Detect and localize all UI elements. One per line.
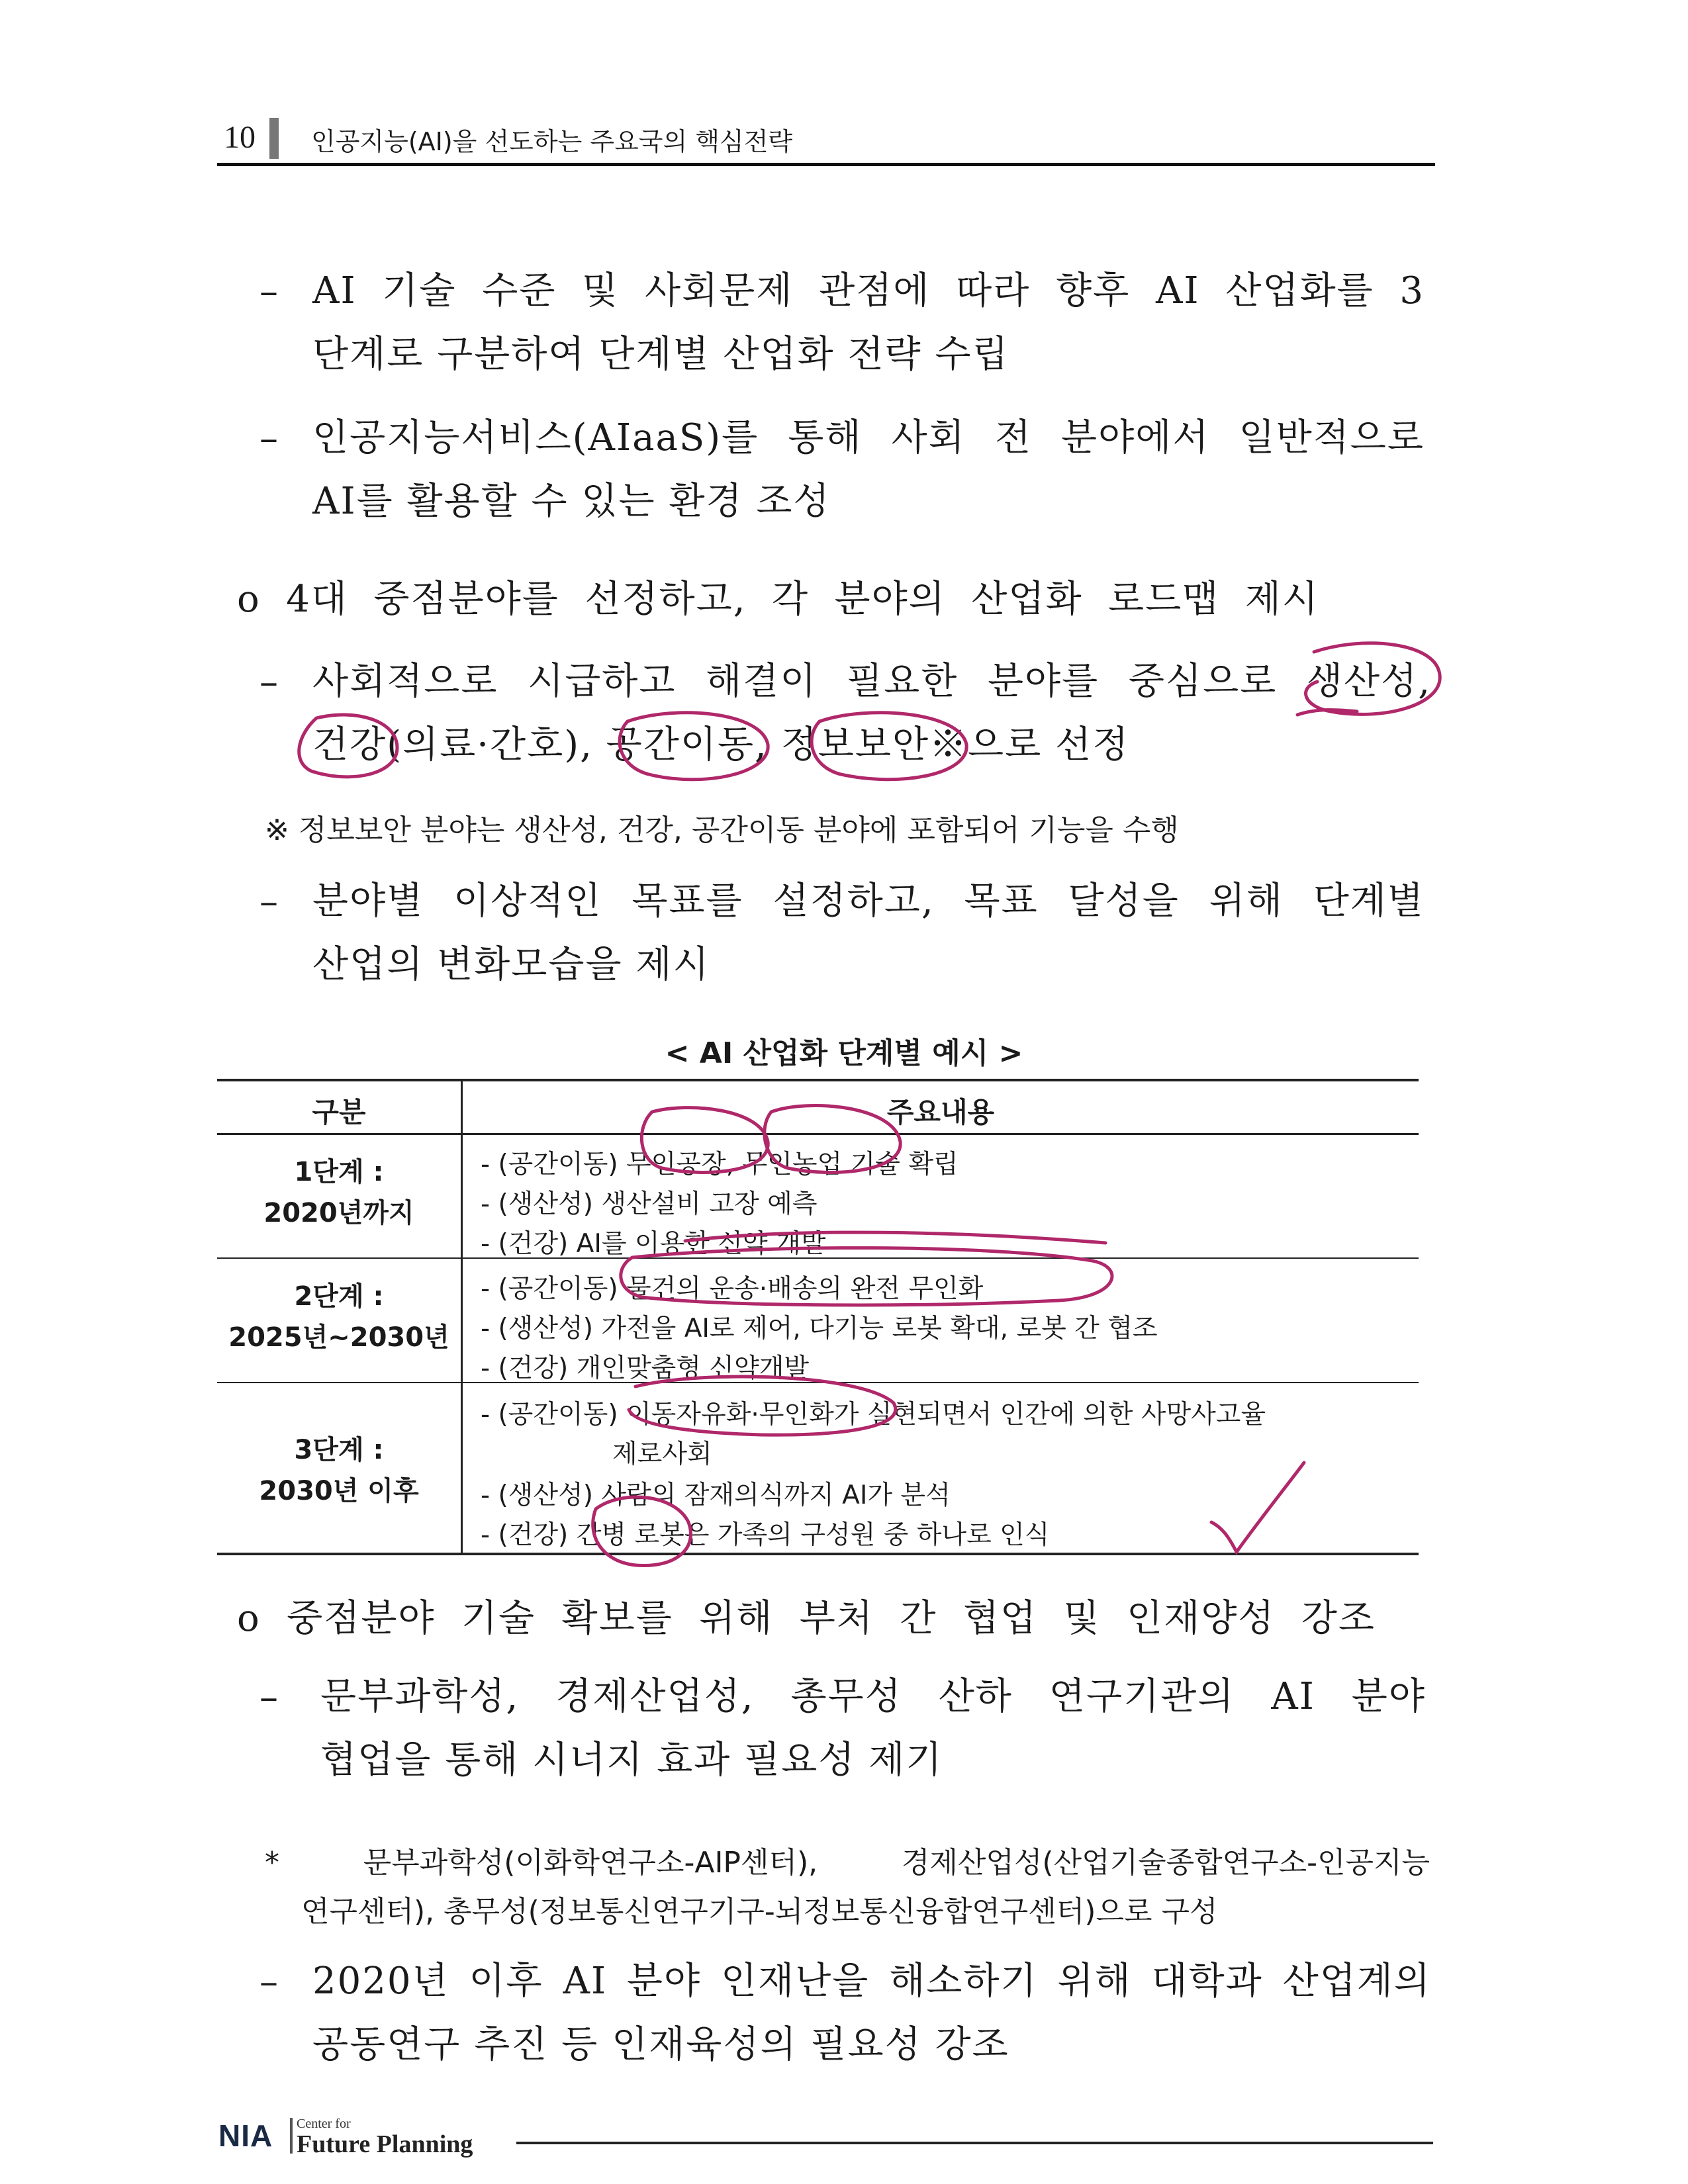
pen-underline: [685, 1232, 1105, 1243]
dash-marker: –: [259, 880, 278, 923]
footer-subtitle: Future Planning: [297, 2130, 473, 2158]
dash-marker: –: [259, 1960, 278, 2003]
stage-label: 3단계 :: [294, 1435, 384, 1465]
table-cell-item: - (생산성) 사람의 잠재의식까지 AI가 분석: [481, 1480, 951, 1510]
dash-marker: –: [259, 660, 278, 704]
table-cell-item: - (공간이동) 무인공장, 무인농업 기술 확립: [481, 1150, 959, 1179]
stage-label: 1단계 :: [294, 1157, 384, 1187]
dash-marker: –: [259, 1676, 278, 1719]
header-title: 인공지능(AI)을 선도하는 주요국의 핵심전략: [311, 127, 793, 156]
stage-period: 2025년~2030년: [228, 1322, 449, 1353]
table-cell-item: - (생산성) 가전을 AI로 제어, 다기능 로봇 확대, 로봇 간 협조: [481, 1314, 1158, 1343]
table-header-category: 구분: [312, 1096, 366, 1128]
pen-circle: [812, 713, 966, 780]
paragraph-line: 분야별 이상적인 목표를 설정하고, 목표 달성을 위해 단계별: [312, 880, 1425, 923]
paragraph-line: 산업의 변화모습을 제시: [312, 943, 710, 986]
pen-circle: [765, 1105, 900, 1172]
paragraph-line: AI를 활용할 수 있는 환경 조성: [312, 480, 831, 523]
paragraph-line: 건강(의료·간호), 공간이동, 정보보안※으로 선정: [312, 723, 1130, 766]
paragraph-line: 단계로 구분하여 단계별 산업화 전략 수립: [312, 333, 1009, 376]
footnote: * 문부과학성(이화학연구소-AIP센터), 경제산업성(산업기술종합연구소-인공지능: [265, 1846, 1430, 1880]
table-header-content: 주요내용: [886, 1096, 995, 1128]
table-caption: < AI 산업화 단계별 예시 >: [665, 1036, 1023, 1070]
pen-circle: [593, 1497, 691, 1566]
paragraph-line: 공동연구 추진 등 인재육성의 필요성 강조: [312, 2023, 1009, 2066]
pen-circle: [299, 715, 397, 777]
table-cell-item: - (건강) AI를 이용한 신약 개발: [481, 1229, 826, 1259]
pen-circle: [1306, 643, 1440, 715]
dash-marker: –: [259, 417, 278, 460]
bullet-heading: o 중점분야 기술 확보를 위해 부처 간 협업 및 인재양성 강조: [237, 1597, 1376, 1640]
paragraph-line: AI 기술 수준 및 사회문제 관점에 따라 향후 AI 산업화를 3: [312, 269, 1425, 312]
footer-divider: [290, 2118, 293, 2154]
paragraph-line: 협업을 통해 시너지 효과 필요성 제기: [320, 1739, 943, 1782]
paragraph-line: 문부과학성, 경제산업성, 총무성 산하 연구기관의 AI 분야: [320, 1675, 1426, 1718]
footnote: 연구센터), 총무성(정보통신연구기구-뇌정보통신융합연구센터)으로 구성: [301, 1895, 1218, 1929]
table-cell-item-continued: 제로사회: [612, 1439, 712, 1469]
footer-rule: [516, 2142, 1433, 2144]
stage-label: 2단계 :: [294, 1281, 384, 1312]
pen-circle: [641, 1108, 768, 1173]
table-cell-item: - (생산성) 생산설비 고장 예측: [481, 1189, 818, 1219]
footer-logo: NIA: [218, 2118, 273, 2153]
pen-circle: [620, 713, 768, 780]
table-cell-item: - (건강) 간병 로봇은 가족의 구성원 중 하나로 인식: [481, 1520, 1050, 1550]
page-number: 10: [224, 120, 256, 155]
dash-marker: –: [259, 270, 278, 313]
pen-circle: [629, 1377, 896, 1435]
pen-circle: [621, 1248, 1112, 1305]
table-cell-item: - (공간이동) 이동자유화·무인화가 실현되면서 인간에 의한 사망사고율: [481, 1400, 1266, 1430]
paragraph-line: 2020년 이후 AI 분야 인재난을 해소하기 위해 대학과 산업계의: [312, 1960, 1431, 2003]
checkmark: [1211, 1463, 1304, 1552]
table-cell-item: - (공간이동) 물건의 운송·배송의 완전 무인화: [481, 1274, 984, 1304]
bullet-heading: o 4대 중점분야를 선정하고, 각 분야의 산업화 로드맵 제시: [237, 578, 1319, 621]
table-cell-item: - (건강) 개인맞춤형 신약개발: [481, 1353, 810, 1383]
paragraph-line: 인공지능서비스(AIaaS)를 통해 사회 전 분야에서 일반적으로: [312, 416, 1425, 459]
paragraph-line: 사회적으로 시급하고 해결이 필요한 분야를 중심으로 생산성,: [312, 660, 1431, 703]
footer-center-for: Center for: [297, 2116, 351, 2131]
stage-period: 2020년까지: [263, 1198, 414, 1228]
footnote: ※ 정보보안 분야는 생산성, 건강, 공간이동 분야에 포함되어 기능을 수행: [265, 813, 1179, 847]
stage-period: 2030년 이후: [259, 1476, 419, 1506]
